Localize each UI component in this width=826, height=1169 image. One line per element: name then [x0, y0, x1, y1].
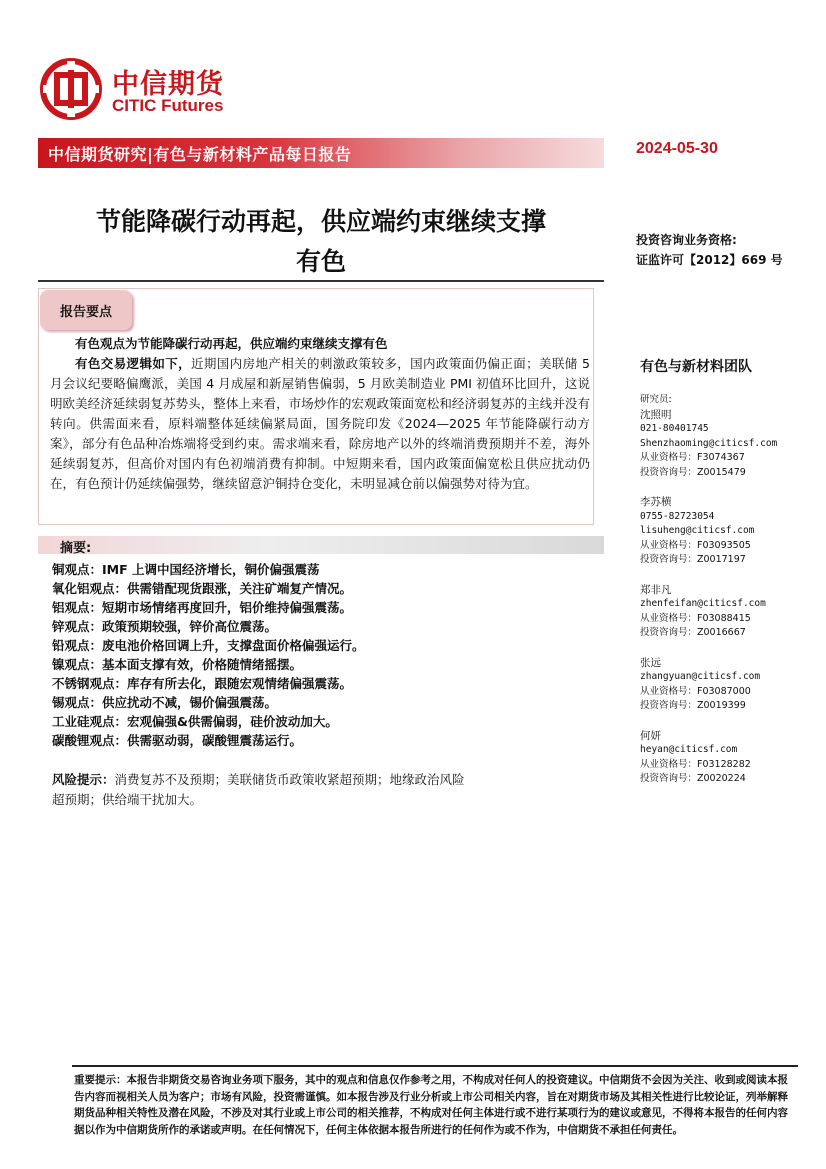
logic-text: 近期国内房地产相关的刺激政策较多，国内政策面仍偏正面；美联储 5 月会议纪要略偏鹰派，美国 4 月成屋和新屋销售偏弱，5 月欧美制造业 PMI 初值环比回升，这说明欧美经济延续弱复苏势头，整体上来看，市场炒作的宏观政策面宽松和经济弱复苏的主线并没有转向。供需面来看，原料端整体延续偏紧局面，国务院印发《2024—2025 年节能降碳行动方案》，部分有色品种冶炼端将受到约束。需求端来看，除房地产以外的终端消费预期并不差，海外延续弱复苏，但高价对国内有色初端消费有抑制。中短期来看，国内政策面偏宽松且供应扰动仍在，有色预计仍延续偏强势，继续留意沪铜持仓变化，未明显减仓前以偏强势对待为宜。 [50, 356, 590, 491]
analyst-advisory: 投资咨询号：Z0016667 [640, 627, 746, 638]
list-item: 不锈钢观点：库存有所去化，跟随宏观情绪偏强震荡。 [52, 676, 353, 691]
brand-name-en: CITIC Futures [112, 96, 224, 115]
analyst-advisory: 投资咨询号：Z0017197 [640, 554, 746, 565]
analyst-email[interactable]: lisuheng@citicsf.com [640, 525, 755, 536]
report-title-line-2: 有色 [295, 247, 346, 276]
report-series-title: 中信期货研究|有色与新材料产品每日报告 [48, 145, 352, 164]
list-item: 锡观点：供应扰动不减，锡价偏强震荡。 [52, 695, 278, 710]
summary-tab [40, 290, 132, 330]
list-item: 锌观点：政策预期较强，锌价高位震荡。 [52, 619, 278, 634]
analyst-license: 从业资格号：F03088415 [640, 612, 751, 624]
analyst-phone: 0755-82723054 [640, 510, 715, 522]
citic-logo-icon [40, 58, 102, 120]
analyst-card [640, 729, 777, 787]
footer-divider [72, 1065, 798, 1067]
analyst-license: 从业资格号：F3074367 [640, 452, 745, 463]
metal-views-list [52, 560, 365, 750]
list-item: 铅观点：废电池价格回调上升，支撑盘面价格偏强运行。 [52, 638, 365, 653]
list-item: 氧化铝观点：供需错配现货跟涨，关注矿端复产情况。 [52, 581, 353, 596]
analyst-name: 何妍 [640, 729, 661, 742]
analyst-license: 从业资格号：F03087000 [640, 685, 751, 697]
analyst-license: 从业资格号：F03128282 [640, 758, 751, 770]
analyst-email[interactable]: heyan@citicsf.com [640, 744, 738, 755]
analyst-name: 李苏横 [640, 496, 672, 508]
logic-label: 有色交易逻辑如下， [75, 356, 191, 371]
risk-label: 风险提示： [52, 772, 115, 787]
qualification-block [636, 230, 783, 270]
risk-warning [52, 770, 552, 810]
analyst-license: 从业资格号：F03093505 [640, 539, 751, 551]
risk-text-2: 超预期；供给端干扰加大。 [52, 792, 203, 807]
report-header-band [38, 138, 604, 168]
analyst-name: 张远 [640, 656, 661, 669]
summary-headline: 有色观点为节能降碳行动再起，供应端约束继续支撑有色 [75, 336, 388, 351]
analyst-team [640, 393, 777, 802]
analyst-name: 郑非凡 [640, 583, 672, 596]
analyst-card [640, 656, 777, 714]
list-item: 铝观点：短期市场情绪再度回升，铝价维持偏强震荡。 [52, 600, 353, 615]
summary-tab-label: 报告要点 [59, 305, 112, 320]
list-item: 工业硅观点：宏观偏强&供需偏弱，硅价波动加大。 [52, 714, 338, 729]
analyst-card [640, 495, 777, 568]
analyst-email[interactable]: zhangyuan@citicsf.com [640, 671, 761, 682]
abstract-label: 摘要: [60, 541, 92, 556]
analyst-phone: 021-80401745 [640, 423, 709, 434]
citic-futures-logo [40, 58, 270, 122]
title-divider [38, 280, 604, 282]
analyst-email[interactable]: Shenzhaoming@citicsf.com [640, 437, 778, 449]
report-title [38, 202, 604, 282]
analyst-card [640, 393, 777, 480]
team-title: 有色与新材料团队 [640, 359, 752, 375]
analyst-advisory: 投资咨询号：Z0019399 [640, 700, 746, 711]
list-item: 铜观点：IMF 上调中国经济增长，铜价偏强震荡 [52, 562, 320, 577]
qualification-label: 投资咨询业务资格: [636, 233, 737, 247]
analyst-role: 研究员: [640, 394, 672, 405]
analyst-name: 沈照明 [640, 408, 672, 421]
analyst-advisory: 投资咨询号：Z0015479 [640, 466, 746, 478]
license-number: 证监许可【2012】669 号 [636, 253, 783, 267]
analyst-advisory: 投资咨询号：Z0020224 [640, 773, 746, 784]
list-item: 碳酸锂观点：供需驱动弱，碳酸锂震荡运行。 [52, 733, 303, 748]
disclaimer: 重要提示：本报告非期货交易咨询业务项下服务，其中的观点和信息仅作参考之用，不构成对任何人的投资建议。中信期货不会因为关注、收到或阅读本报告内容而视相关人员为客户；市场有风险，投资需谨慎。如本报告涉及行业分析或上市公司相关内容，旨在对期货市场及其相关性进行比较论证，列举解释期货品种相关特性及潜在风险，不涉及对其行业或上市公司的相关推荐，不构成对任何主体进行或不进行某项行为的建议或意见，不得将本报告的任何内容据以作为中信期货所作的承诺或声明。在任何情况下，任何主体依据本报告所进行的任何作为或不作为，中信期货不承担任何责任。 [74, 1074, 788, 1136]
risk-text-1: 消费复苏不及预期；美联储货币政策收紧超预期；地缘政治风险 [114, 772, 465, 787]
report-title-line-1: 节能降碳行动再起，供应端约束继续支撑 [95, 207, 546, 236]
summary-text [50, 334, 590, 494]
brand-name-cn: 中信期货 [112, 69, 224, 100]
report-date: 2024-05-30 [636, 140, 718, 157]
analyst-email[interactable]: zhenfeifan@citicsf.com [640, 598, 766, 609]
abstract-header [38, 536, 604, 554]
list-item: 镍观点：基本面支撑有效，价格随情绪摇摆。 [52, 657, 303, 672]
analyst-card [640, 583, 777, 641]
